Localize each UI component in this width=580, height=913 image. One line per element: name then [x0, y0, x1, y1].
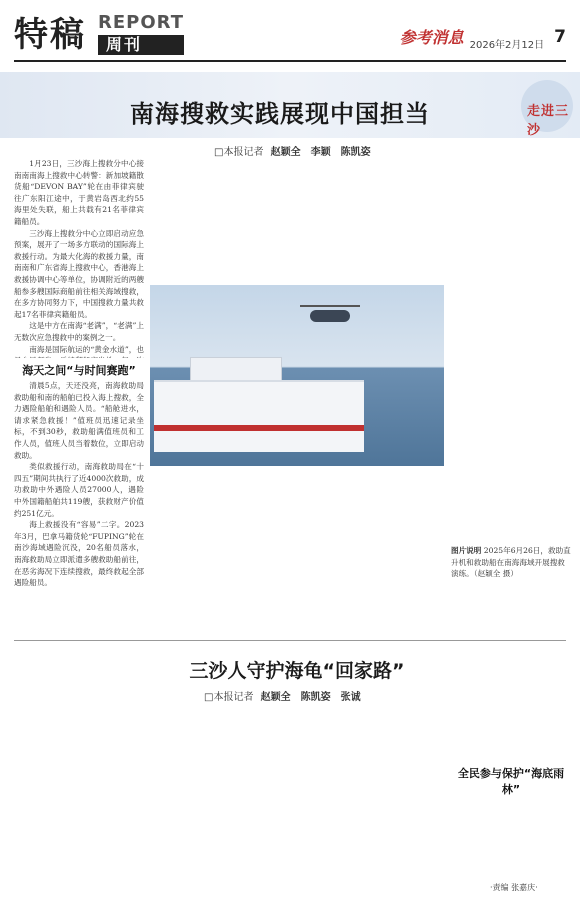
helicopter-rotor-icon — [300, 305, 360, 307]
report-label: REPORT — [98, 12, 184, 33]
section-divider — [14, 640, 566, 641]
paragraph: 这是中方在南海“老满”，“老满”上无数次应急搜救中的案例之一。 — [14, 321, 144, 342]
byline-authors: 赵颖全 陈凯姿 张诚 — [260, 692, 361, 703]
photo-caption — [451, 545, 571, 580]
helicopter-icon — [310, 310, 350, 322]
masthead — [0, 0, 580, 62]
ship-stripe-icon — [154, 425, 364, 431]
paragraph: 清晨5点，天还没亮，南海救助局救助船和南的船舶已投入海上搜救，全力遇险船舶和遇险人员。“船舱进水，请求紧急救援！”值班员迅速记录坐标，不到30秒，救助船满值班员和工作人员，值班人员当着数位，立即启动救助。 — [14, 381, 144, 460]
article1-subhead: 海天之间“与时间赛跑” — [22, 364, 136, 377]
byline-prefix: □本报记者 — [214, 147, 264, 158]
masthead-rule — [14, 60, 566, 62]
article1-byline — [214, 143, 371, 158]
rescue-ship-icon — [154, 380, 364, 452]
sidebar-subhead: 全民参与保护“海底雨林” — [457, 767, 565, 796]
masthead-right — [400, 22, 566, 51]
rescue-photo — [150, 285, 444, 466]
paper-logo: 参考消息 — [399, 28, 464, 47]
paragraph: 三沙海上搜救分中心立即启动应急预案，展开了一场多方联动的国际海上救援行动。为最大化海的救援力量，南南南和广东省海上搜救中心，香港海上救援协调中心等单位，协调附近的两艘船参多艘国际商船前往相关海域搜救，在多方协同努力下，中国搜救力量共救起17名菲律宾籍船员。 — [14, 228, 144, 319]
byline-prefix: □本报记者 — [204, 692, 254, 703]
article2-headline: 三沙人守护海龟“回家路” — [189, 660, 405, 682]
issue-date: 2026年2月12日 — [469, 40, 545, 51]
caption-text: 2025年6月26日，救助直升机和救助船在南海海域开展搜救演练。（赵颖全 摄） — [451, 546, 571, 579]
article1-headline: 南海搜救实践展现中国担当 — [130, 100, 430, 128]
article1-column-1b — [14, 380, 144, 635]
report-weekly-mark — [98, 14, 184, 55]
paragraph: 类似救援行动，南海救助局在“十四五”期间共执行了近4000次救助，成功救助中外遇险人员27000人，遇险中外国籍船舶共119艘，获救财产价值约251亿元。 — [14, 462, 144, 518]
page-number: 7 — [554, 26, 566, 47]
paragraph: 南海是国际航运的“黄金水道”，也 — [29, 344, 144, 354]
badge-label: 走进三沙 — [527, 104, 570, 138]
editor-credit: ·责编 张嘉庆· — [490, 883, 538, 892]
article2-byline — [204, 688, 361, 703]
weekly-label: 周刊 — [98, 35, 184, 55]
caption-label: 图片说明 — [451, 546, 482, 555]
paragraph: 1月23日，三沙海上搜救分中心接南南南海上搜救中心转警：新加坡籍散货船“DEVON BAY”轮在由菲律宾驶往广东阳江途中，于黄岩岛西北约55海里处失联，船上共载有21名菲律宾籍船员。 — [14, 159, 144, 226]
byline-authors: 赵颖全 李颖 陈凯姿 — [270, 147, 371, 158]
paragraph: 海上救援没有“容易”二字。2023年3月，巴拿马籍货轮“FUPING”轮在南沙海域遇险沉没，20名船员落水，南海救助局立即派遣多艘救助船前往，在恶劣海况下连续搜救，最终救起全部遇险船员。 — [14, 520, 144, 588]
article1-column-1 — [14, 158, 144, 358]
section-label: 特稿 — [14, 15, 86, 55]
section-title — [14, 14, 184, 55]
